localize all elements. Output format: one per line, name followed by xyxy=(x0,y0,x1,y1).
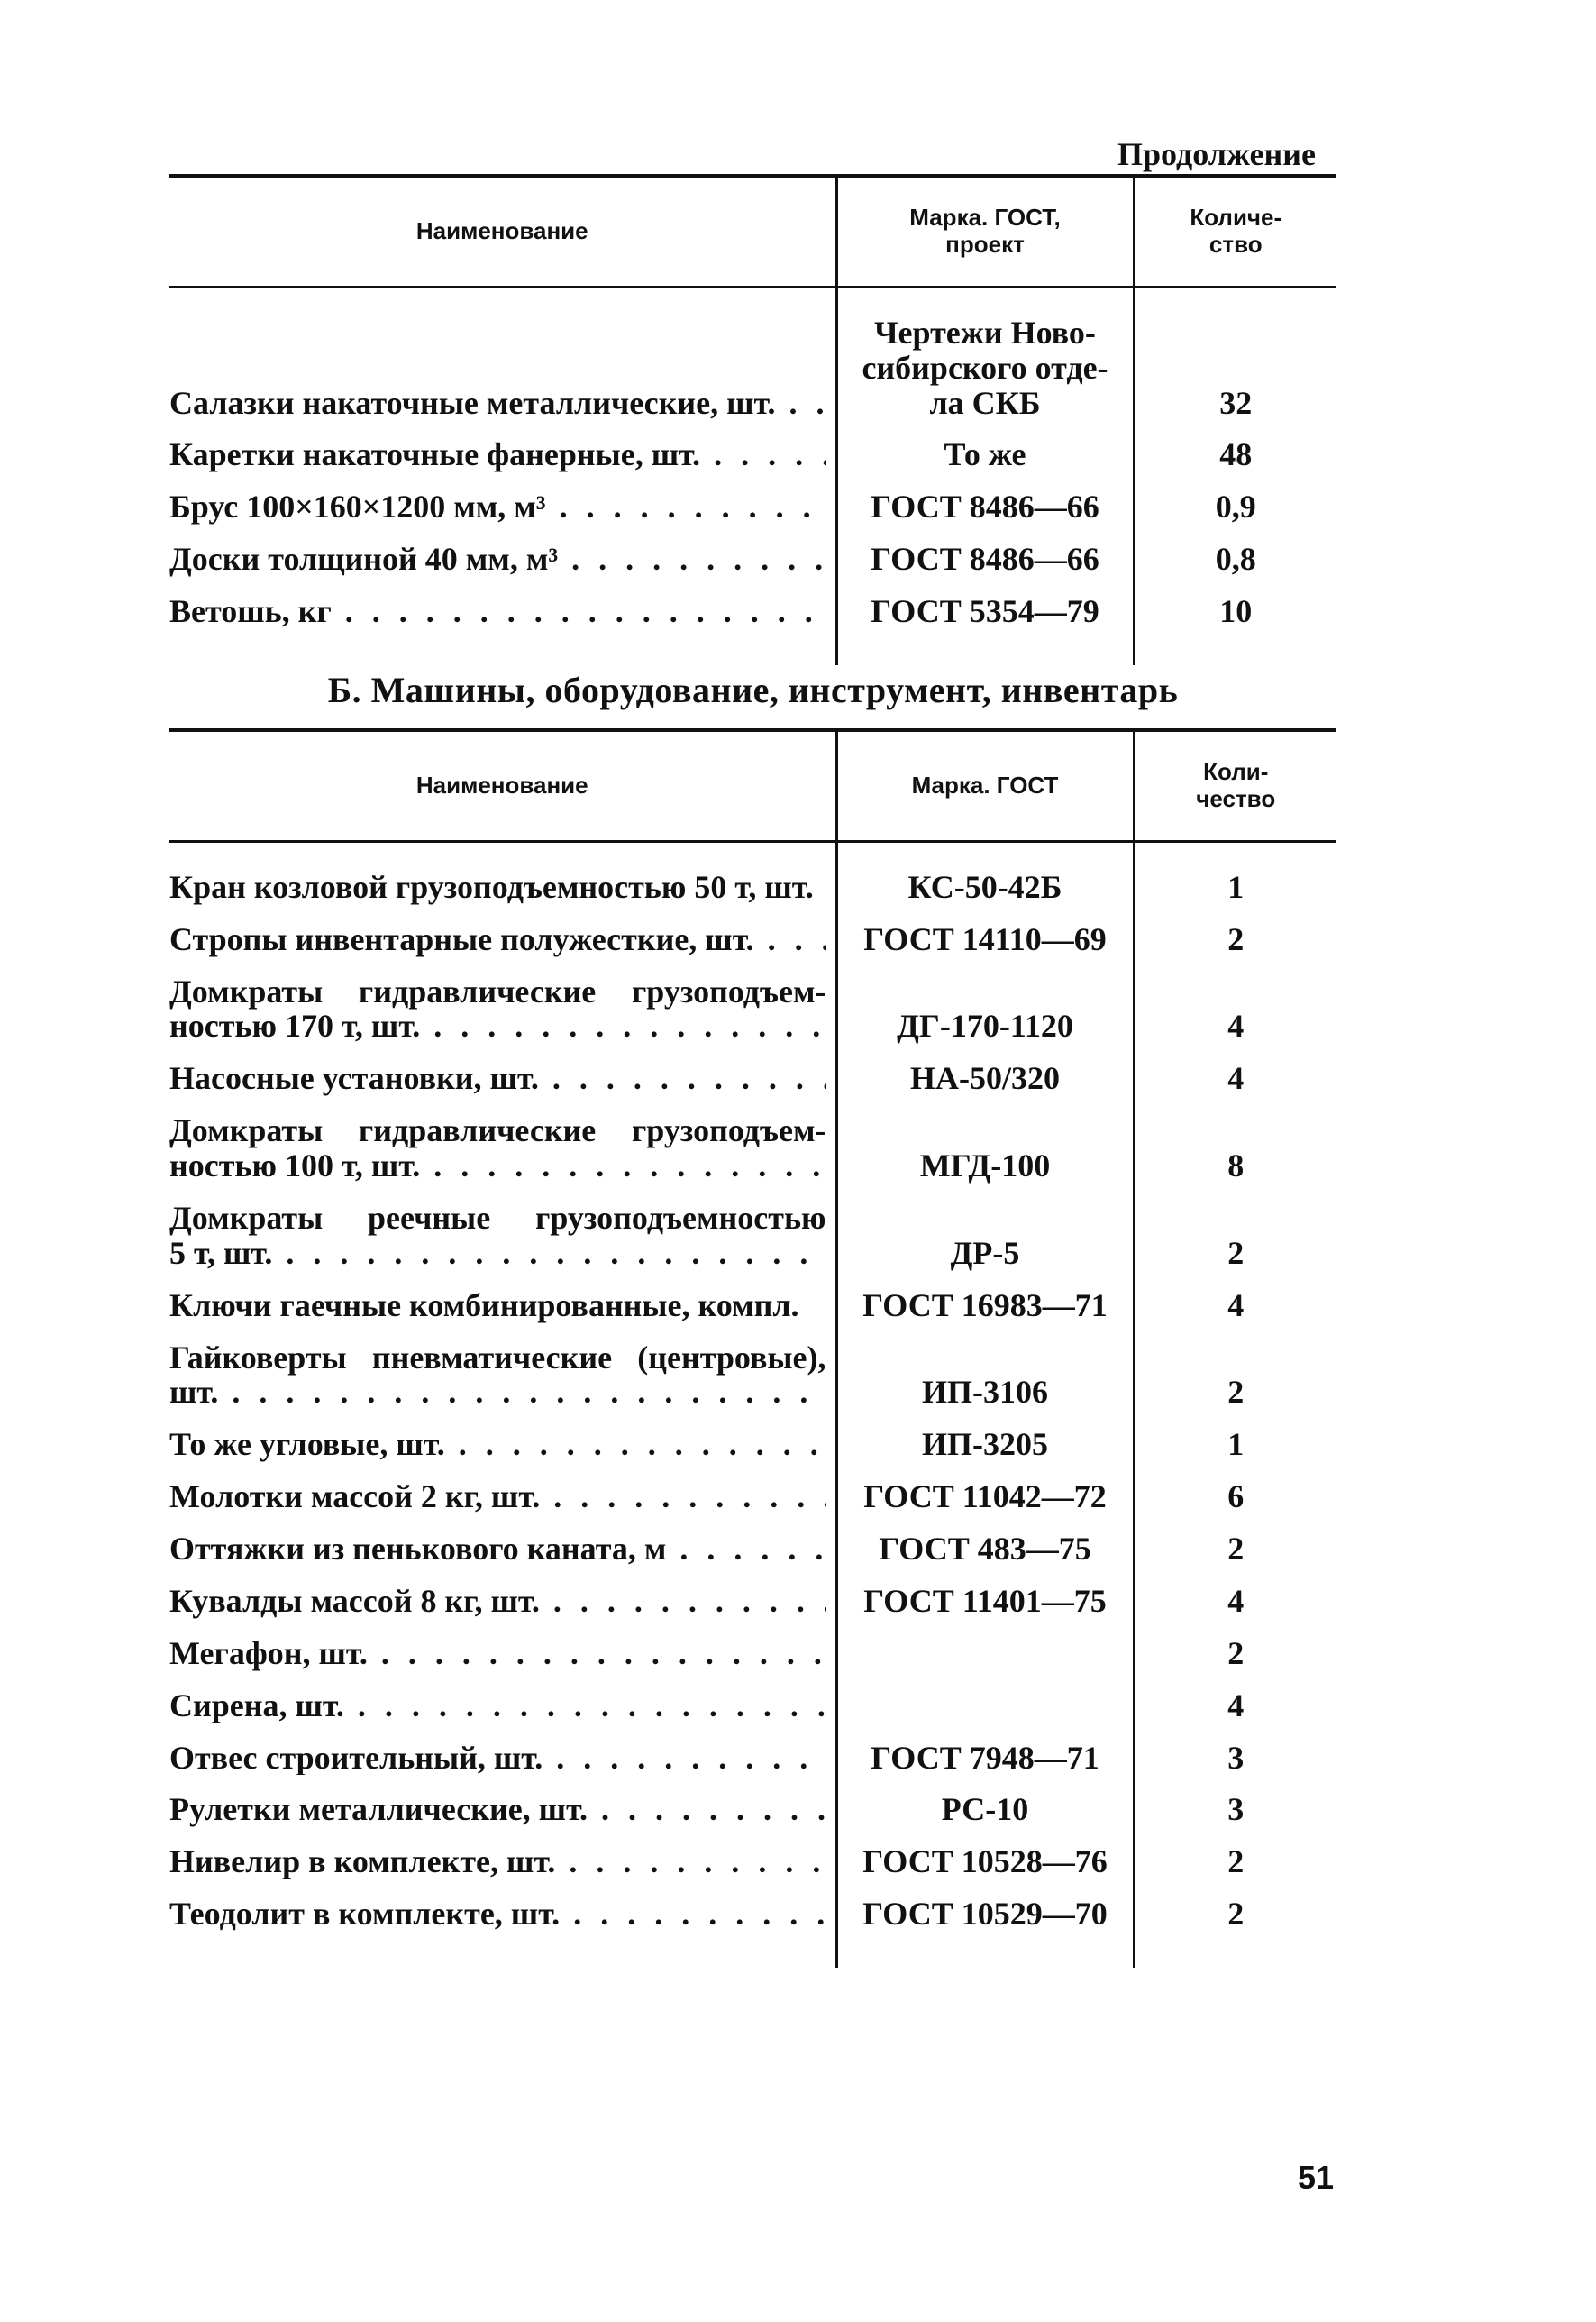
header-quantity: Количе- ство xyxy=(1134,176,1336,287)
row-name-line: Доски толщиной 40 мм, м³ . . . xyxy=(169,542,826,577)
row-mark: ИП-3106 xyxy=(836,1332,1134,1420)
row-mark xyxy=(836,1628,1134,1680)
row-name-line: Салазки накаточные металлические, шт. . . . xyxy=(169,386,826,421)
spacer-cell xyxy=(1134,638,1336,665)
table-row xyxy=(169,1280,1336,1332)
table-row xyxy=(169,1836,1336,1888)
header-mark: Марка. ГОСТ, проект xyxy=(836,176,1134,287)
row-mark: ГОСТ 10529—70 xyxy=(836,1888,1134,1941)
row-name xyxy=(169,429,836,481)
row-quantity: 0,8 xyxy=(1134,534,1336,586)
row-name xyxy=(169,1784,836,1836)
table-header-row xyxy=(169,730,1336,841)
row-mark: ГОСТ 10528—76 xyxy=(836,1836,1134,1888)
table-row xyxy=(169,1332,1336,1420)
row-name xyxy=(169,1628,836,1680)
row-mark: МГД-100 xyxy=(836,1105,1134,1193)
row-name-line: Оттяжки из пенькового каната, м . . . xyxy=(169,1531,826,1567)
row-mark: ГОСТ 8486—66 xyxy=(836,481,1134,534)
row-mark: ДГ-170-1120 xyxy=(836,966,1134,1054)
table-row xyxy=(169,1523,1336,1576)
row-name-line: Домкраты гидравлические грузоподъем- xyxy=(169,973,826,1010)
table-row xyxy=(169,966,1336,1054)
table-spacer-row xyxy=(169,638,1336,665)
table-row xyxy=(169,1419,1336,1471)
row-name xyxy=(169,586,836,638)
row-name xyxy=(169,1280,836,1332)
row-mark: ГОСТ 16983—71 xyxy=(836,1280,1134,1332)
row-quantity: 1 xyxy=(1134,1419,1336,1471)
row-name-line: Ключи гаечные комбинированные, компл. xyxy=(169,1287,799,1323)
row-name xyxy=(169,1523,836,1576)
row-mark: Чертежи Ново- сибирского отде- ла СКБ xyxy=(836,287,1134,429)
row-name-line: Брус 100×160×1200 мм, м³ . . . xyxy=(169,489,826,525)
row-name xyxy=(169,481,836,534)
table-row xyxy=(169,481,1336,534)
header-quantity: Коли- чество xyxy=(1134,730,1336,841)
continuation-label: Продолжение xyxy=(1117,136,1316,172)
table-row xyxy=(169,1680,1336,1732)
row-name-line: 5 т, шт. . . . xyxy=(169,1236,826,1271)
row-name xyxy=(169,1193,836,1280)
row-name-line: Теодолит в комплекте, шт. . . . xyxy=(169,1897,826,1932)
table-row xyxy=(169,1732,1336,1785)
row-name-line: Отвес строительный, шт. . . . xyxy=(169,1741,826,1776)
row-name xyxy=(169,1732,836,1785)
row-name-line: Нивелир в комплекте, шт. . . . xyxy=(169,1844,826,1879)
row-mark: ГОСТ 8486—66 xyxy=(836,534,1134,586)
row-name xyxy=(169,1836,836,1888)
row-name xyxy=(169,1680,836,1732)
row-quantity: 48 xyxy=(1134,429,1336,481)
row-name-line: То же угловые, шт. . . . xyxy=(169,1427,826,1462)
row-name-line: Каретки накаточные фанерные, шт. . . . xyxy=(169,437,826,472)
row-name xyxy=(169,1576,836,1628)
row-quantity: 3 xyxy=(1134,1784,1336,1836)
row-quantity: 4 xyxy=(1134,966,1336,1054)
row-quantity: 4 xyxy=(1134,1576,1336,1628)
materials-table-body xyxy=(169,287,1336,665)
row-quantity: 32 xyxy=(1134,287,1336,429)
row-name xyxy=(169,1053,836,1105)
table-row xyxy=(169,1105,1336,1193)
row-name xyxy=(169,841,836,913)
equipment-table-body xyxy=(169,841,1336,1968)
materials-table xyxy=(169,174,1336,665)
row-name xyxy=(169,287,836,429)
table-row xyxy=(169,1053,1336,1105)
row-name xyxy=(169,534,836,586)
row-mark: ДР-5 xyxy=(836,1193,1134,1280)
spacer-cell xyxy=(836,1941,1134,1968)
row-quantity: 2 xyxy=(1134,914,1336,966)
row-mark: РС-10 xyxy=(836,1784,1134,1836)
page-number: 51 xyxy=(1297,2159,1334,2196)
table-row xyxy=(169,1888,1336,1941)
row-mark: ГОСТ 11401—75 xyxy=(836,1576,1134,1628)
row-quantity: 3 xyxy=(1134,1732,1336,1785)
row-name xyxy=(169,1332,836,1420)
equipment-table xyxy=(169,728,1336,1968)
row-name xyxy=(169,966,836,1054)
table-row xyxy=(169,1471,1336,1523)
row-name-line: Ветошь, кг . . . xyxy=(169,594,826,629)
table-row xyxy=(169,914,1336,966)
row-mark: ГОСТ 11042—72 xyxy=(836,1471,1134,1523)
row-name-line: Рулетки металлические, шт. . . . xyxy=(169,1792,826,1827)
row-name-line: Кувалды массой 8 кг, шт. . . . xyxy=(169,1584,826,1619)
row-quantity: 8 xyxy=(1134,1105,1336,1193)
row-name-line: Стропы инвентарные полужесткие, шт. . . . xyxy=(169,922,826,957)
table-row xyxy=(169,841,1336,913)
table-header-row xyxy=(169,176,1336,287)
section-b-title: Б. Машины, оборудование, инструмент, инвентарь xyxy=(327,670,1179,710)
table-row xyxy=(169,586,1336,638)
row-mark xyxy=(836,1680,1134,1732)
row-mark: НА-50/320 xyxy=(836,1053,1134,1105)
row-quantity: 2 xyxy=(1134,1523,1336,1576)
row-name-line: Домкраты реечные грузоподъемностью xyxy=(169,1199,826,1236)
table-row xyxy=(169,1784,1336,1836)
row-mark: ГОСТ 483—75 xyxy=(836,1523,1134,1576)
row-quantity: 4 xyxy=(1134,1280,1336,1332)
table-row xyxy=(169,1576,1336,1628)
header-name: Наименование xyxy=(415,771,588,799)
row-quantity: 4 xyxy=(1134,1680,1336,1732)
spacer-cell xyxy=(1134,1941,1336,1968)
row-name-line: Домкраты гидравлические грузоподъем- xyxy=(169,1112,826,1149)
row-quantity: 2 xyxy=(1134,1193,1336,1280)
row-name-line: Гайковерты пневматические (центровые), xyxy=(169,1339,826,1376)
row-quantity: 2 xyxy=(1134,1836,1336,1888)
row-quantity: 2 xyxy=(1134,1332,1336,1420)
row-quantity: 10 xyxy=(1134,586,1336,638)
row-quantity: 0,9 xyxy=(1134,481,1336,534)
row-mark: ГОСТ 5354—79 xyxy=(836,586,1134,638)
table-spacer-row xyxy=(169,1941,1336,1968)
spacer-cell xyxy=(836,638,1134,665)
row-name xyxy=(169,1419,836,1471)
row-name-line: ностью 100 т, шт. . . . xyxy=(169,1148,826,1184)
row-name xyxy=(169,1471,836,1523)
row-name-line: Кран козловой грузоподъемностью 50 т, шт. xyxy=(169,869,814,905)
row-mark: ГОСТ 7948—71 xyxy=(836,1732,1134,1785)
row-mark: КС-50-42Б xyxy=(836,841,1134,913)
row-name-line: шт. . . . xyxy=(169,1375,826,1410)
table-row xyxy=(169,287,1336,429)
row-mark: ГОСТ 14110—69 xyxy=(836,914,1134,966)
row-name-line: Сирена, шт. . . . xyxy=(169,1688,826,1723)
table-row xyxy=(169,1628,1336,1680)
row-mark: ИП-3205 xyxy=(836,1419,1134,1471)
spacer-cell xyxy=(169,1941,836,1968)
row-quantity: 1 xyxy=(1134,841,1336,913)
row-name-line: ностью 170 т, шт. . . . xyxy=(169,1009,826,1044)
header-name: Наименование xyxy=(415,216,588,244)
row-name xyxy=(169,914,836,966)
row-quantity: 4 xyxy=(1134,1053,1336,1105)
row-name xyxy=(169,1105,836,1193)
row-quantity: 2 xyxy=(1134,1888,1336,1941)
table-row xyxy=(169,534,1336,586)
spacer-cell xyxy=(169,638,836,665)
row-name xyxy=(169,1888,836,1941)
table-row xyxy=(169,1193,1336,1280)
table-row xyxy=(169,429,1336,481)
row-name-line: Молотки массой 2 кг, шт. . . . xyxy=(169,1479,826,1514)
row-quantity: 6 xyxy=(1134,1471,1336,1523)
header-mark: Марка. ГОСТ xyxy=(836,730,1134,841)
row-mark: То же xyxy=(836,429,1134,481)
row-quantity: 2 xyxy=(1134,1628,1336,1680)
row-name-line: Мегафон, шт. . . . xyxy=(169,1636,826,1671)
row-name-line: Насосные установки, шт. . . . xyxy=(169,1061,826,1096)
